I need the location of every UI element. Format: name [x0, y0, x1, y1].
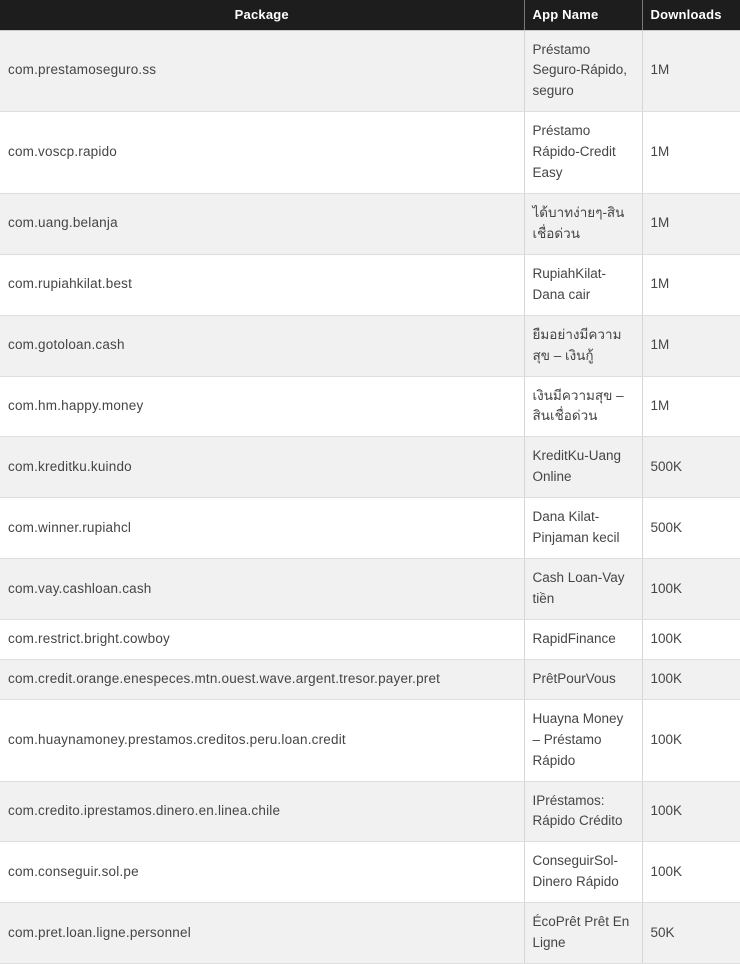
app-name-cell: KreditKu-Uang Online	[524, 437, 642, 498]
table-row	[0, 903, 740, 964]
table-row	[0, 112, 740, 194]
downloads-cell: 100K	[642, 619, 740, 659]
package-cell: com.pret.loan.ligne.personnel	[0, 903, 524, 964]
downloads-cell: 100K	[642, 559, 740, 620]
app-name-cell: IPréstamos: Rápido Crédito	[524, 781, 642, 842]
table-row	[0, 376, 740, 437]
package-cell: com.huaynamoney.prestamos.creditos.peru.loan.credit	[0, 699, 524, 781]
downloads-cell: 1M	[642, 254, 740, 315]
table-row	[0, 30, 740, 112]
app-name-cell: ยืมอย่างมีความสุข – เงินกู้	[524, 315, 642, 376]
downloads-cell: 100K	[642, 699, 740, 781]
table-row	[0, 619, 740, 659]
header-row	[0, 0, 740, 30]
table-row	[0, 781, 740, 842]
table-row	[0, 254, 740, 315]
table-row	[0, 315, 740, 376]
app-name-cell: Huayna Money – Préstamo Rápido	[524, 699, 642, 781]
downloads-cell: 1M	[642, 112, 740, 194]
downloads-cell: 100K	[642, 659, 740, 699]
app-name-cell: เงินมีความสุข – สินเชื่อด่วน	[524, 376, 642, 437]
table-header	[0, 0, 740, 30]
downloads-cell: 100K	[642, 781, 740, 842]
app-name-cell: RapidFinance	[524, 619, 642, 659]
package-cell: com.vay.cashloan.cash	[0, 559, 524, 620]
package-cell: com.credit.orange.enespeces.mtn.ouest.wave.argent.tresor.payer.pret	[0, 659, 524, 699]
package-cell: com.credito.iprestamos.dinero.en.linea.chile	[0, 781, 524, 842]
downloads-cell: 500K	[642, 498, 740, 559]
package-cell: com.hm.happy.money	[0, 376, 524, 437]
package-cell: com.winner.rupiahcl	[0, 498, 524, 559]
package-cell: com.restrict.bright.cowboy	[0, 619, 524, 659]
table-body	[0, 30, 740, 964]
app-name-cell: PrêtPourVous	[524, 659, 642, 699]
table-row	[0, 559, 740, 620]
app-name-cell: Préstamo Rápido-Credit Easy	[524, 112, 642, 194]
app-name-cell: Dana Kilat-Pinjaman kecil	[524, 498, 642, 559]
downloads-cell: 1M	[642, 376, 740, 437]
table-row	[0, 659, 740, 699]
package-cell: com.rupiahkilat.best	[0, 254, 524, 315]
package-cell: com.uang.belanja	[0, 194, 524, 255]
downloads-cell: 1M	[642, 30, 740, 112]
app-name-cell: ÉcoPrêt Prêt En Ligne	[524, 903, 642, 964]
column-header-app-name: App Name	[524, 0, 642, 30]
app-name-cell: Cash Loan-Vay tiền	[524, 559, 642, 620]
app-name-cell: ได้บาทง่ายๆ-สินเชื่อด่วน	[524, 194, 642, 255]
table-row	[0, 842, 740, 903]
table-row	[0, 194, 740, 255]
package-cell: com.gotoloan.cash	[0, 315, 524, 376]
downloads-cell: 100K	[642, 842, 740, 903]
downloads-cell: 1M	[642, 194, 740, 255]
app-name-cell: ConseguirSol-Dinero Rápido	[524, 842, 642, 903]
package-cell: com.voscp.rapido	[0, 112, 524, 194]
table-row	[0, 498, 740, 559]
column-header-downloads: Downloads	[642, 0, 740, 30]
column-header-package: Package	[0, 0, 524, 30]
package-cell: com.prestamoseguro.ss	[0, 30, 524, 112]
downloads-cell: 50K	[642, 903, 740, 964]
table-row	[0, 437, 740, 498]
downloads-cell: 1M	[642, 315, 740, 376]
app-name-cell: Préstamo Seguro-Rápido, seguro	[524, 30, 642, 112]
app-name-cell: RupiahKilat-Dana cair	[524, 254, 642, 315]
table-row	[0, 699, 740, 781]
downloads-cell: 500K	[642, 437, 740, 498]
package-cell: com.kreditku.kuindo	[0, 437, 524, 498]
package-cell: com.conseguir.sol.pe	[0, 842, 524, 903]
